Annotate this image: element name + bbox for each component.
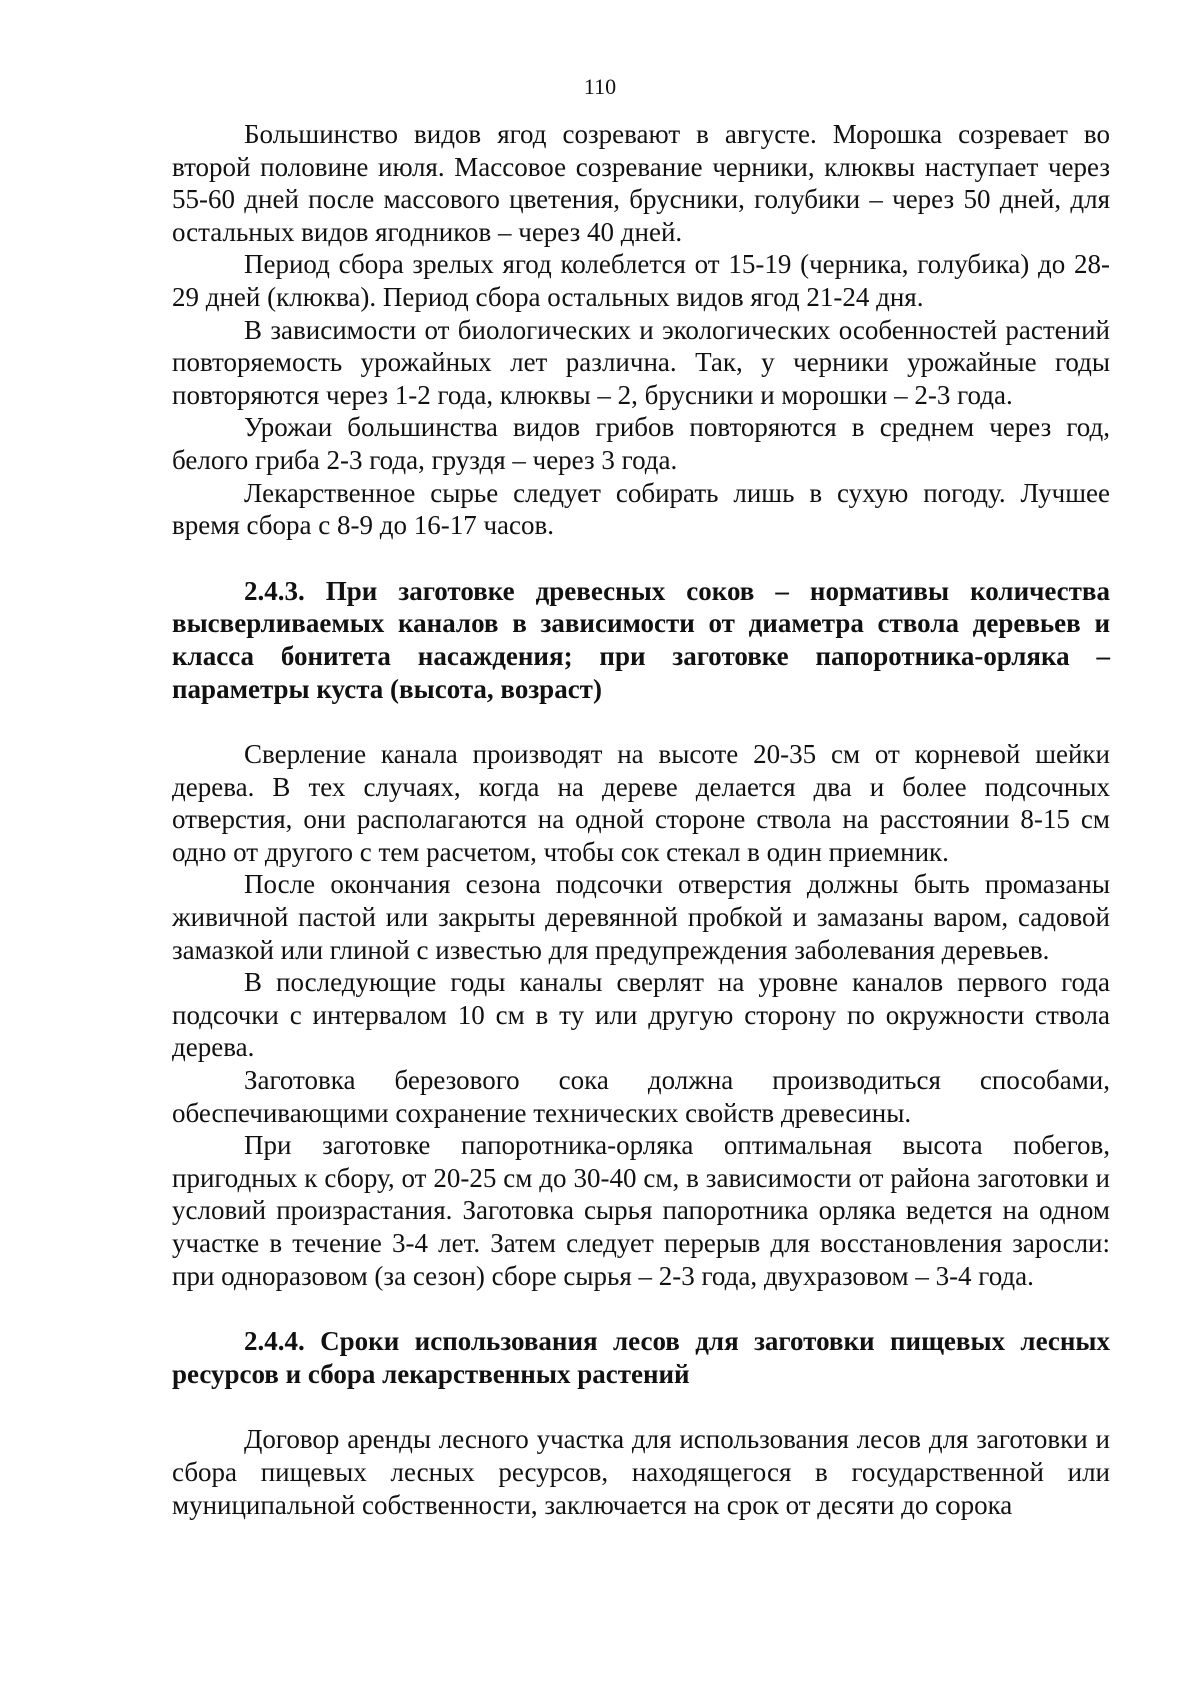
page-content [172, 118, 1110, 1521]
paragraph-following-years: В последующие годы каналы сверлят на уровне каналов первого года подсочки с интервалом 10 см в ту или другую сторону по окружности ствола дерева. [172, 967, 1110, 1063]
paragraph-mushroom-harvest: Урожаи большинства видов грибов повторяются в среднем через год, белого гриба 2-3 года, груздя – через 3 года. [172, 412, 1110, 475]
paragraph-lease-agreement: Договор аренды лесного участка для использования лесов для заготовки и сбора пищевых лесных ресурсов, находящегося в государственной или муниципальной собственности, заключается на срок от десяти до сорока [172, 1424, 1110, 1520]
paragraph-berry-ripening: Большинство видов ягод созревают в августе. Морошка созревает во второй половине июля. Массовое созревание черники, клюквы наступает через 55-60 дней после массового цветения, брусники, голубики – через 50 дней, для остальных видов ягодников – через 40 дней. [172, 119, 1110, 247]
paragraph-drilling-channel: Сверление канала производят на высоте 20-35 см от корневой шейки дерева. В тех случаях, когда на дереве делается два и более подсочных отверстия, они располагаются на одной стороне ствола на расстоянии 8-15 см одно от другого с тем расчетом, чтобы сок стекал в один приемник. [172, 739, 1110, 867]
section-heading-2-4-3: 2.4.3. При заготовке древесных соков – нормативы количества высверливаемых каналов в зависимости от диаметра ствола деревьев и класса бонитета насаждения; при заготовке папоротника-орляка – параметры куста (высота, возраст) [172, 575, 1110, 704]
paragraph-berry-collection-period: Период сбора зрелых ягод колеблется от 15-19 (черника, голубика) до 28-29 дней (клюква). Период сбора остальных видов ягод 21-24 дня. [172, 249, 1110, 312]
section-heading-2-4-4: 2.4.4. Сроки использования лесов для заготовки пищевых лесных ресурсов и сбора лекарственных растений [172, 1326, 1110, 1389]
paragraph-medicinal-raw-materials: Лекарственное сырье следует собирать лишь в сухую погоду. Лучшее время сбора с 8-9 до 16-17 часов. [172, 477, 1110, 541]
paragraph-bracken-fern: При заготовке папоротника-орляка оптимальная высота побегов, пригодных к сбору, от 20-25 см до 30-40 см, в зависимости от района заготовки и условий произрастания. Заготовка сырья папоротника орляка ведется на одном участке в течение 3-4 лет. Затем следует перерыв для восстановления заросли: при одноразовом (за сезон) сборе сырья – 2-3 года, двухразовом – 3-4 года. [172, 1130, 1110, 1291]
paragraph-birch-sap: Заготовка березового сока должна производиться способами, обеспечивающими сохранение технических свойств древесины. [172, 1065, 1110, 1128]
paragraph-harvest-recurrence: В зависимости от биологических и экологических особенностей растений повторяемость урожайных лет различна. Так, у черники урожайные годы повторяются через 1-2 года, клюквы – 2, брусники и морошки – 2-3 года. [172, 314, 1110, 410]
page-number: 110 [583, 74, 617, 99]
paragraph-season-end-treatment: После окончания сезона подсочки отверстия должны быть промазаны живичной пастой или закрыты деревянной пробкой и замазаны варом, садовой замазкой или глиной с известью для предупреждения заболевания деревьев. [172, 869, 1110, 965]
